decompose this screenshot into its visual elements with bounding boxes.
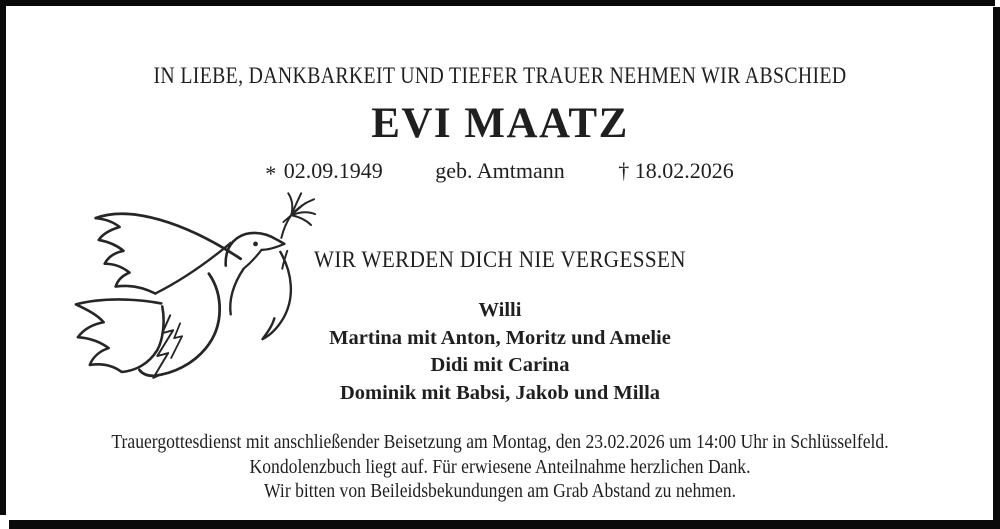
frame-left-border <box>0 0 6 515</box>
funeral-details <box>60 430 940 504</box>
birth-star-symbol: * <box>265 161 277 186</box>
frame-right-border <box>993 7 1000 529</box>
funeral-details-line: Wir bitten von Beileidsbekundungen am Grab Abstand zu nehmen. <box>264 480 736 503</box>
funeral-details-line: Trauergottesdienst mit anschließender Beisetzung am Montag, den 23.02.2026 um 14:00 Uhr in Schlüsselfeld. <box>111 431 889 453</box>
death-date <box>618 158 734 184</box>
deceased-name: EVI MAATZ <box>371 100 629 147</box>
mourner-line: Martina mit Anton, Moritz und Amelie <box>329 326 671 349</box>
motto-line: WIR WERDEN DICH NIE VERGESSEN <box>314 247 686 272</box>
mourners-list <box>0 297 1000 407</box>
mourner-line: Dominik mit Babsi, Jakob und Milla <box>339 381 661 404</box>
intro-line: IN LIEBE, DANKBARKEIT UND TIEFER TRAUER NEHMEN WIR ABSCHIED <box>153 63 847 88</box>
birth-date <box>265 158 383 184</box>
maiden-name: geb. Amtmann <box>435 158 565 183</box>
mourner-line: Willi <box>478 299 522 321</box>
mourner-line: Didi mit Carina <box>430 354 570 376</box>
olive-branch-leaf <box>288 193 292 215</box>
frame-bottom-border <box>9 520 1000 529</box>
death-cross-symbol: † <box>618 158 630 183</box>
funeral-details-line: Kondolenzbuch liegt auf. Für erwiesene Anteilnahme herzlichen Dank. <box>249 455 751 478</box>
death-date-value: 18.02.2026 <box>634 158 734 183</box>
frame-top-border <box>0 0 995 6</box>
birth-date-value: 02.09.1949 <box>283 158 383 183</box>
dove-eye <box>253 242 258 247</box>
olive-branch-leaf <box>291 215 311 225</box>
